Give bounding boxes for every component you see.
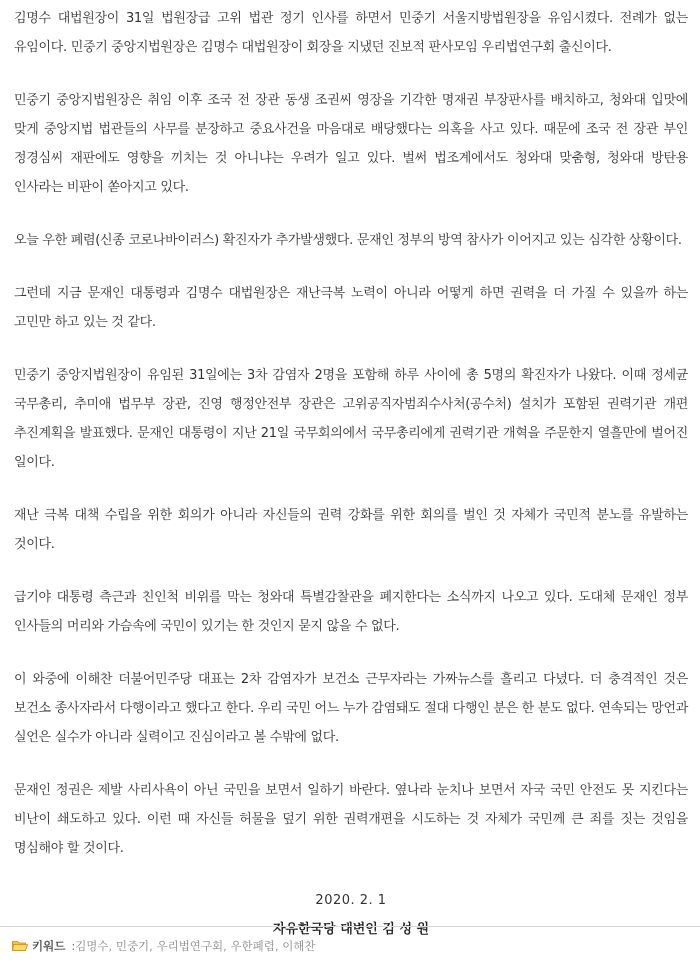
keyword-label: 키워드	[32, 939, 66, 953]
paragraph-9: 문재인 정권은 제발 사리사욕이 아닌 국민을 보면서 일하기 바란다. 옆나라 눈치나 보면서 자국 국민 안전도 못 지킨다는 비난이 쇄도하고 있다. 이런 때 자신들 허물을 덮기 위한 권력개편을 시도하는 것 자체가 국민께 큰 죄를 짓는 것임을 명심해야 할 것이다.	[14, 783, 688, 856]
spokesperson-name: 자유한국당 대변인 김 성 원	[272, 922, 430, 937]
keyword-link-4[interactable]: 우한폐렴	[230, 939, 275, 953]
keyword-separator: :	[71, 939, 76, 953]
keyword-list: 김명수, 민중기, 우리법연구회, 우한폐렴, 이해찬	[75, 939, 316, 953]
paragraph-8: 이 와중에 이해찬 더불어민주당 대표는 2차 감염자가 보건소 근무자라는 가짜뉴스를 흘리고 다녔다. 더 충격적인 것은 보건소 종사자라서 다행이라고 했다고 한다. 우리 국민 어느 누가 감염돼도 절대 다행인 분은 한 분도 없다. 연속되는 망언과 실언은 실수가 아니라 실력이고 진심이라고 볼 수밖에 없다.	[14, 672, 688, 745]
folder-open-icon	[12, 940, 28, 952]
paragraph-4: 그런데 지금 문재인 대통령과 김명수 대법원장은 재난극복 노력이 아니라 어떻게 하면 권력을 더 가질 수 있을까 하는 고민만 하고 있는 것 같다.	[14, 286, 688, 330]
keyword-link-5[interactable]: 이해찬	[282, 939, 316, 953]
keyword-link-1[interactable]: 김명수	[75, 939, 109, 953]
paragraph-2: 민중기 중앙지법원장은 취임 이후 조국 전 장관 동생 조권씨 영장을 기각한 명재권 부장판사를 배치하고, 청와대 입맛에 맞게 중앙지법 법관들의 사무를 분장하고 중요사건을 마음대로 배당했다는 의혹을 사고 있다. 때문에 조국 전 장관 부인 정경심씨 재판에도 영향을 끼치는 것 아니냐는 우려가 일고 있다. 벌써 법조계에서도 청와대 맞춤형, 청와대 방탄용 인사라는 비판이 쏟아지고 있다.	[14, 93, 688, 195]
paragraph-6: 재난 극복 대책 수립을 위한 회의가 아니라 자신들의 권력 강화를 위한 회의를 벌인 것 자체가 국민적 분노를 유발하는 것이다.	[14, 508, 688, 552]
release-date: 2020. 2. 1	[315, 893, 387, 908]
paragraph-3: 오늘 우한 폐렴(신종 코로나바이러스) 확진자가 추가발생했다. 문재인 정부의 방역 참사가 이어지고 있는 심각한 상황이다.	[14, 233, 682, 248]
paragraph-7: 급기야 대통령 측근과 친인척 비위를 막는 청와대 특별감찰관을 폐지한다는 소식까지 나오고 있다. 도대체 문재인 정부 인사들의 머리와 가슴속에 국민이 있기는 한 것인지 묻지 않을 수 없다.	[14, 590, 688, 634]
keyword-bar	[0, 926, 700, 965]
paragraph-1: 김명수 대법원장이 31일 법원장급 고위 법관 정기 인사를 하면서 민중기 서울지방법원장을 유임시켰다. 전례가 없는 유임이다. 민중기 중앙지법원장은 김명수 대법원장이 회장을 지냈던 진보적 판사모임 우리법연구회 출신이다.	[14, 11, 688, 55]
keyword-link-3[interactable]: 우리법연구회	[156, 939, 224, 953]
keyword-link-2[interactable]: 민중기	[115, 939, 150, 953]
paragraph-5: 민중기 중앙지법원장이 유임된 31일에는 3차 감염자 2명을 포함해 하루 사이에 총 5명의 확진자가 나왔다. 이때 정세균 국무총리, 추미애 법무부 장관, 진영 행정안전부 장관은 고위공직자범죄수사처(공수처) 설치가 포함된 권력기관 개편 추진계획을 발표했다. 문재인 대통령이 지난 21일 국무회의에서 국무총리에게 권력기관 개혁을 주문한지 열흘만에 벌어진 일이다.	[14, 368, 688, 470]
press-release-body	[14, 4, 688, 945]
